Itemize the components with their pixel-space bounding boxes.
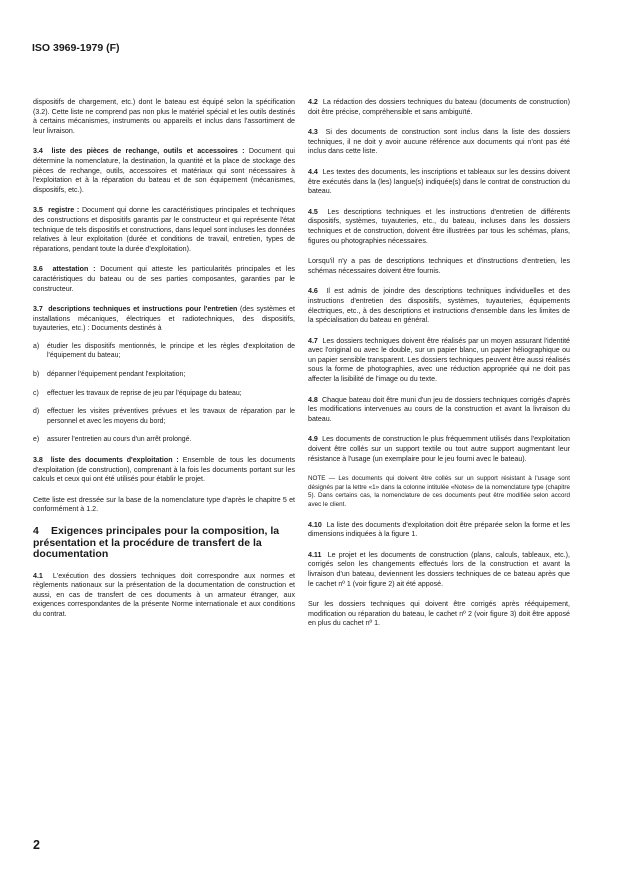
clause-3-4: 3.4 liste des pièces de rechange, outils et accessoires : Document qui détermine la nomenclature, la destination, la quantité et la place de stockage des pièces de rechange, outils, accessoires et matériaux qui sont nécessaires à l'exploitation et à la réparation du bateau et de son équipement (mécanismes, dispositifs, etc.).	[33, 147, 295, 194]
list-item: e) assurer l'entretien au cours d'un arrêt prolongé.	[33, 436, 192, 444]
clause-4-8: 4.8 Chaque bateau doit être muni d'un jeu de dossiers techniques corrigés d'après les modifications intervenues au cours de la construction et avant la livraison du bateau.	[308, 395, 570, 423]
paragraph: Lorsqu'il n'y a pas de descriptions techniques et d'instructions d'entretien, les schémas nécessaires doivent être fournis.	[308, 257, 570, 275]
clause-4-11: 4.11 Le projet et les documents de construction (plans, calculs, tableaux, etc.), corrigés selon les changements effectués lors de la construction et avant la livraison d'un bateau, deviennent les dossiers techniques de ce bateau après que le cachet nº 1 (voir figure 2) ait été apposé.	[308, 550, 570, 588]
clause-3-5: 3.5 registre : Document qui donne les caractéristiques principales et techniques des constructions et dispositifs garantis par le constructeur et qui représente l'état technique de tels dispositifs et constructions, dans lequel sont incluses les données relatives à leur exploitation (durée et conditions de travail, entretien, types de réparations, pendant toute la durée d'exploitation).	[33, 206, 295, 253]
clause-4-7: 4.7 Les dossiers techniques doivent être réalisés par un moyen assurant l'identité avec l'original ou avec le double, sur un papier blanc, un papier héliographique ou un papier sensible transparent. Les dossiers techniques peuvent être aussi réalisés sous la forme de photographies, avec une réduction appropriée qui ne doit pas affecter la lisibilité de l'image ou du texte.	[308, 336, 570, 384]
left-column	[33, 98, 295, 630]
list-item: c) effectuer les travaux de reprise de jeu par l'équipage du bateau;	[33, 389, 242, 397]
paragraph: dispositifs de chargement, etc.) dont le bateau est équipé selon la spécification (3.2). Cette liste ne comprend pas non plus le matériel spécial et les outils destinés à certains mécanismes, instruments ou appareils et inclus dans l'assortiment de leur livraison.	[33, 98, 295, 135]
clause-4-2: 4.2 La rédaction des dossiers techniques du bateau (documents de construction) doit être précise, compréhensible et sans ambiguïté.	[308, 98, 570, 116]
clause-4-1: 4.1 L'exécution des dossiers techniques doit correspondre aux normes et règlements nationaux sur la présentation de la documentation de construction et aussi, en cas de transfert de ces documents à un armateur étranger, aux exigences correspondantes de la présente Norme internationale et aux conditions du contrat.	[33, 571, 295, 618]
clause-4-6: 4.6 Il est admis de joindre des descriptions techniques individuelles et des instructions d'entretien des dispositifs, systèmes, tuyauteries, équipements électriques, etc., à des descriptions et instructions d'ensemble dans les limites de la spécialisation du bateau en général.	[308, 287, 570, 325]
clause-4-4: 4.4 Les textes des documents, les inscriptions et tableaux sur les dessins doivent être exécutés dans la (les) langue(s) indiquée(s) dans le contrat de construction du bateau.	[308, 167, 570, 196]
clause-4-3: 4.3 Si des documents de construction sont inclus dans la liste des dossiers techniques, il ne doit y avoir aucune référence aux documents qui n'ont pas été inclus dans cette liste.	[308, 128, 570, 156]
list-item: d) effectuer les visites préventives prévues et les travaux de réparation par le personnel et avec les moyens du bord;	[33, 408, 295, 425]
right-column	[308, 98, 570, 640]
paragraph: Cette liste est dressée sur la base de la nomenclature type d'après le chapitre 5 et conformément à 1.2.	[33, 495, 295, 514]
section-4-heading: 4 Exigences principales pour la composition, la présentation et la procédure de transfert de la documentation	[33, 525, 280, 560]
clause-4-10: 4.10 La liste des documents d'exploitation doit être préparée selon la forme et les dimensions indiquées à la figure 1.	[308, 520, 570, 539]
page-number: 2	[33, 838, 40, 852]
list-item: b) dépanner l'équipement pendant l'exploitation;	[33, 371, 186, 379]
clause-4-5: 4.5 Les descriptions techniques et les instructions d'entretien de différents dispositifs, systèmes, tuyauteries, etc., du bateau, incluses dans les dossiers techniques et de construction, doivent être illustrées par tous les schémas, plans, figures ou photographies nécessaires.	[308, 207, 570, 245]
note: NOTE — Les documents qui doivent être collés sur un support résistant à l'usage sont désignés par la lettre «1» dans la colonne intitulée «Notes» de la nomenclature type (chapitre 5). Dans certains cas, la nomenclature de ces documents peut être modifiée selon accord avec le client.	[308, 475, 570, 508]
clause-3-8: 3.8 liste des documents d'exploitation : Ensemble de tous les documents d'exploitation (de construction), comprenant à la fois les documents portant sur les calculs et ceux qui ont été utilisés pour établir le projet.	[33, 456, 295, 484]
paragraph: Sur les dossiers techniques qui doivent être corrigés après rééquipement, modification ou réparation du bateau, le cachet nº 2 (voir figure 3) doit être apposé en plus du cachet nº 1.	[308, 600, 570, 628]
list-item: a) étudier les dispositifs mentionnés, le principe et les règles d'exploitation de l'équipement du bateau;	[33, 342, 295, 360]
document-header: ISO 3969-1979 (F)	[32, 42, 120, 54]
clause-3-6: 3.6 attestation : Document qui atteste les particularités principales et les caractéristiques du bateau ou de ses parties composantes, garanties par le constructeur.	[33, 265, 295, 293]
clause-3-7: 3.7 descriptions techniques et instructions pour l'entretien (des systèmes et installations mécaniques, électriques et radiotechniques, des dispositifs, tuyauteries, etc.) : Documents destinés à	[33, 305, 295, 333]
clause-4-9: 4.9 Les documents de construction le plus fréquemment utilisés dans l'exploitation doivent être collés sur un support textile ou tout autre support augmentant leur résistance à l'usage (un exemplaire pour le jeu fourni avec le bateau).	[308, 435, 570, 463]
